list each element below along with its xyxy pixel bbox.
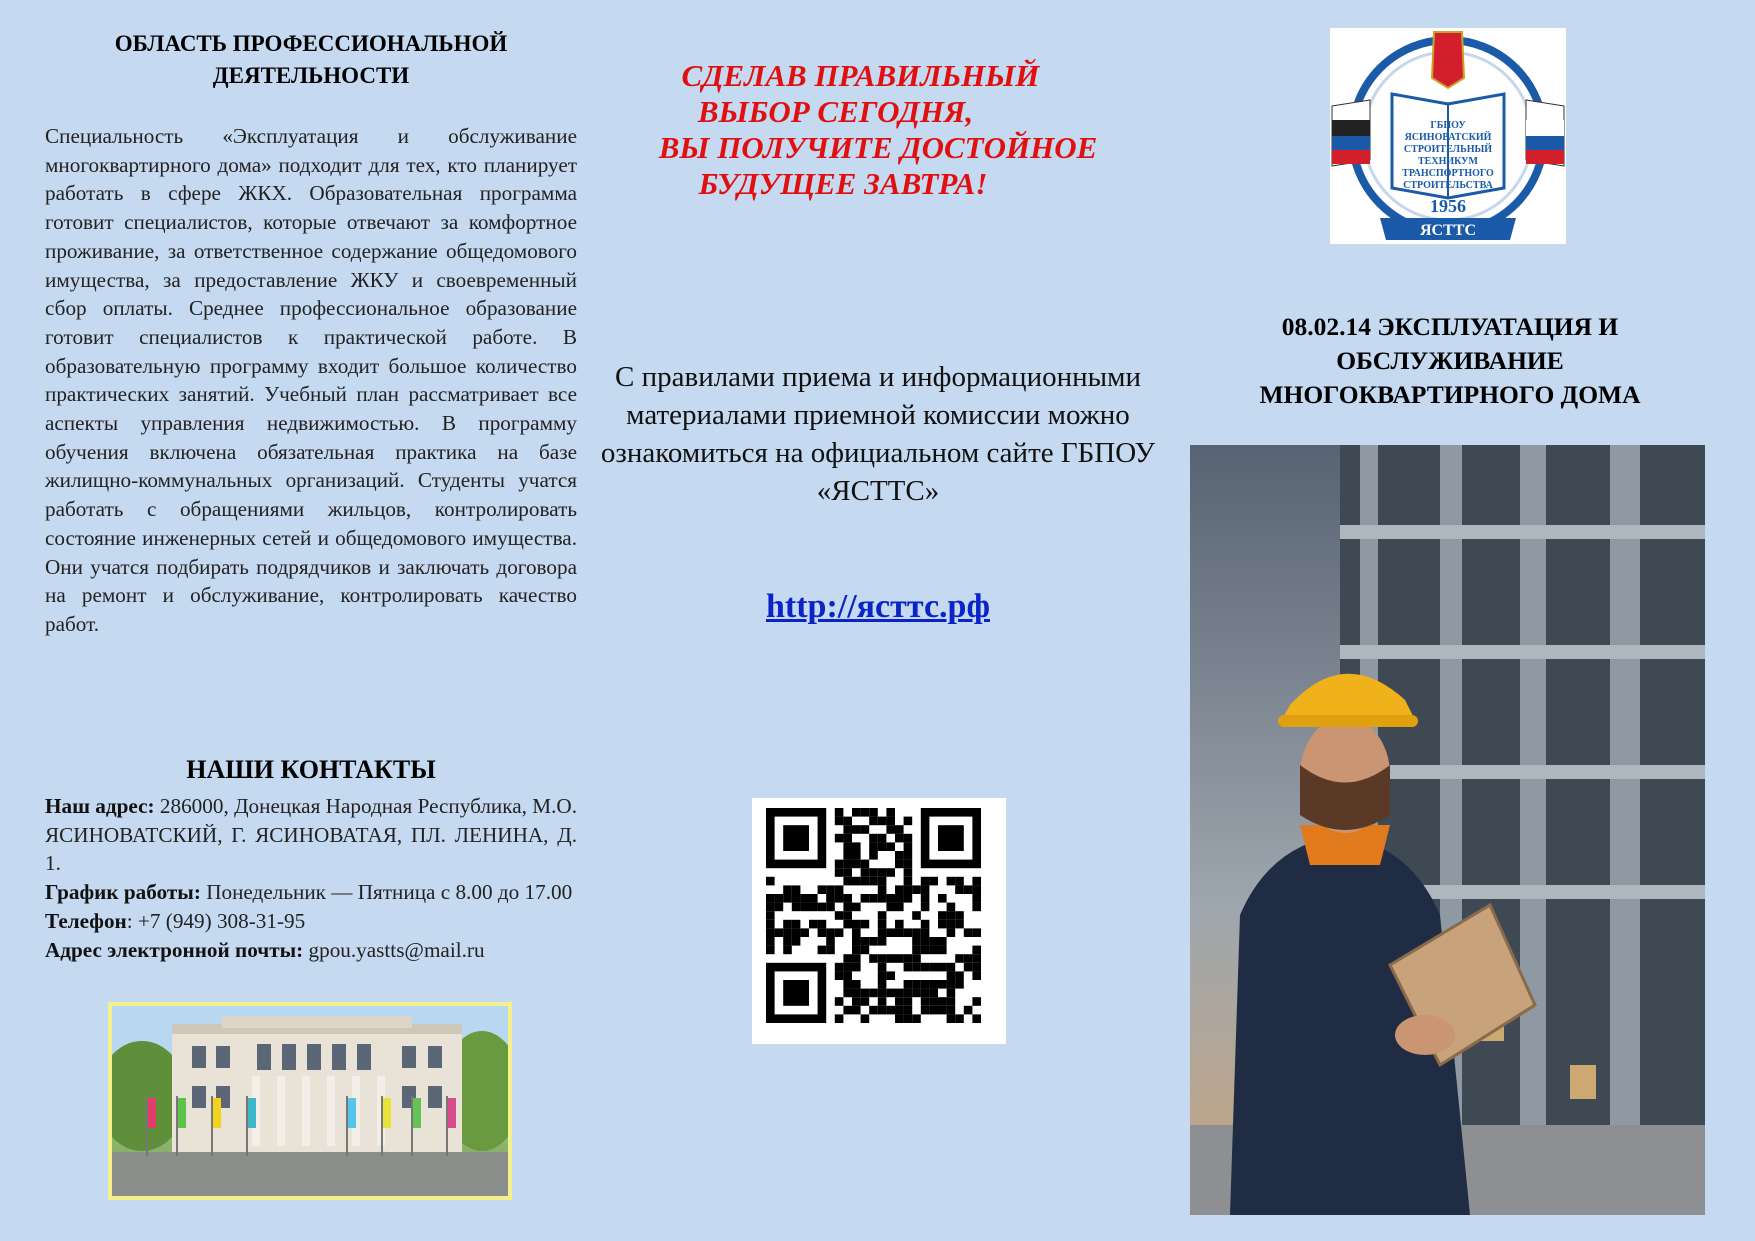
worker-photo bbox=[1190, 445, 1705, 1215]
qr-code-icon bbox=[752, 798, 1006, 1044]
address-line: Наш адрес: 286000, Донецкая Народная Республика, М.О. ЯСИНОВАТСКИЙ, Г. ЯСИНОВАТАЯ, ПЛ. ЛЕНИНА, Д. 1. bbox=[45, 794, 577, 876]
building-illustration bbox=[112, 1006, 508, 1196]
logo-ribbon-line-5: ТРАНСПОРТНОГО bbox=[1402, 168, 1494, 179]
section-heading-professional-area: ОБЛАСТЬ ПРОФЕССИОНАЛЬНОЙ ДЕЯТЕЛЬНОСТИ bbox=[114, 31, 508, 88]
admission-rules-text: С правилами приема и информационными материалами приемной комиссии можно ознакомиться на официальном сайте ГБПОУ «ЯСТТС» bbox=[600, 361, 1156, 507]
specialty-title: 08.02.14 ЭКСПЛУАТАЦИЯ И ОБСЛУЖИВАНИЕ МНОГОКВАРТИРНОГО ДОМА bbox=[1259, 312, 1641, 409]
college-building-photo bbox=[108, 1002, 512, 1200]
logo-year: 1956 bbox=[1430, 196, 1466, 216]
logo-ribbon-line-2: ЯСИНОВАТСКИЙ bbox=[1404, 132, 1492, 143]
phone-line: Телефон: +7 (949) 308-31-95 bbox=[45, 908, 306, 933]
college-logo bbox=[1330, 28, 1566, 244]
website-link[interactable]: http://ясттс.рф bbox=[765, 588, 990, 625]
schedule-line: График работы: Понедельник — Пятница с 8.00 до 17.00 bbox=[45, 880, 573, 905]
logo-ribbon-line-1: ГБПОУ bbox=[1430, 120, 1466, 131]
slogan: СДЕЛАВ ПРАВИЛЬНЫЙ ВЫБОР СЕГОДНЯ, ВЫ ПОЛУЧИТЕ ДОСТОЙНОЕ БУДУЩЕЕ ЗАВТРА! bbox=[658, 58, 1098, 201]
contacts-block bbox=[45, 792, 577, 964]
logo-ribbon-line-3: СТРОИТЕЛЬНЫЙ bbox=[1403, 144, 1493, 155]
specialty-description: Специальность «Эксплуатация и обслуживание многоквартирного дома» подходит для тех, кто планирует работать в сфере ЖКХ. Образовательная программа готовит специалистов, которые отвечают за комфортное проживание, за ответственное содержание общедомового имущества, за предоставление ЖКУ и своевременный сбор оплаты. Среднее профессиональное образование готовит специалистов к практической работе. В образовательную программу входит большое количество практических занятий. Учебный план рассматривает все аспекты управления недвижимостью. В программу обучения включена обязательная практика на базе жилищно-коммунальных организаций. Студенты учатся работать с обращениями жильцов, контролировать состояние инженерных сетей и общедомового имущества. Они учатся подбирать подрядчиков и заключать договора на ремонт и обслуживание, контролировать качество работ. bbox=[45, 124, 577, 636]
contacts-heading: НАШИ КОНТАКТЫ bbox=[186, 755, 436, 784]
logo-ribbon-line-4: ТЕХНИКУМ bbox=[1418, 156, 1478, 167]
logo-abbr: ЯСТТС bbox=[1419, 222, 1477, 239]
logo-ribbon-line-6: СТРОИТЕЛЬСТВА bbox=[1403, 180, 1493, 191]
email-line: Адрес электронной почты: gpou.yastts@mail.ru bbox=[45, 937, 485, 962]
